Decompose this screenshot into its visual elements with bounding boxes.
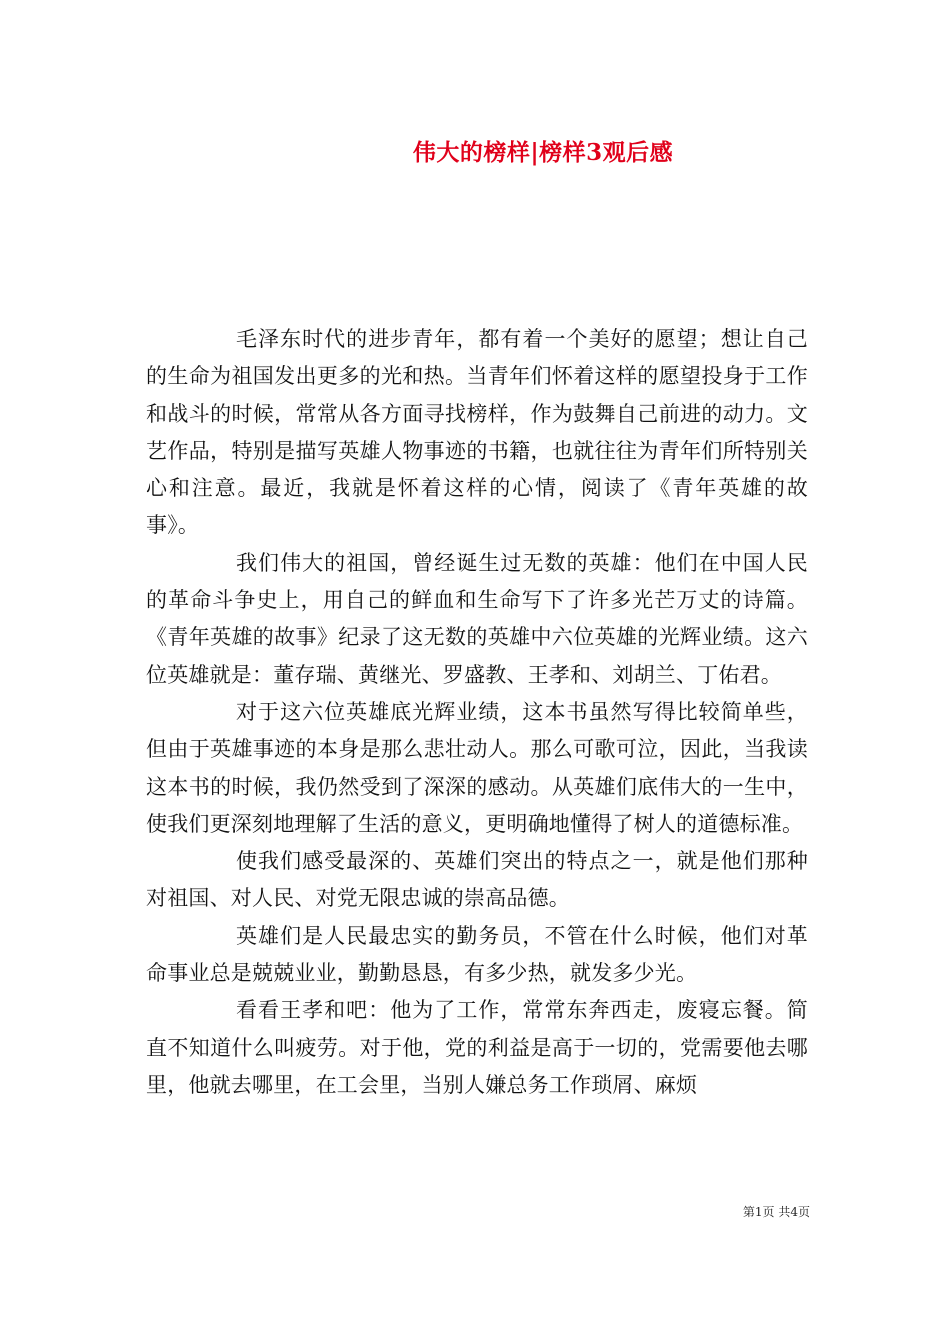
paragraph: 毛泽东时代的进步青年，都有着一个美好的愿望；想让自己的生命为祖国发出更多的光和热。当青年们怀着这样的愿望投身于工作和战斗的时候，常常从各方面寻找榜样，作为鼓舞自己前进的动力。文艺作品，特别是描写英雄人物事迹的书籍，也就往往为青年们所特别关心和注意。最近，我就是怀着这样的心情，阅读了《青年英雄的故事》。 (146, 327, 808, 538)
paragraph: 使我们感受最深的、英雄们突出的特点之一，就是他们那种对祖国、对人民、对党无限忠诚的崇高品德。 (146, 849, 808, 911)
document-body (146, 321, 808, 1104)
page-number-footer: 第1页 共4页 (742, 1205, 810, 1219)
paragraph: 看看王孝和吧：他为了工作，常常东奔西走，废寝忘餐。简直不知道什么叫疲劳。对于他，党的利益是高于一切的，党需要他去哪里，他就去哪里，在工会里，当别人嫌总务工作琐屑、麻烦 (146, 998, 808, 1097)
paragraph: 我们伟大的祖国，曾经诞生过无数的英雄：他们在中国人民的革命斗争史上，用自己的鲜血和生命写下了许多光芒万丈的诗篇。《青年英雄的故事》纪录了这无数的英雄中六位英雄的光辉业绩。这六位英雄就是：董存瑞、黄继光、罗盛教、王孝和、刘胡兰、丁佑君。 (146, 550, 808, 687)
document-title: 伟大的榜样|榜样3观后感 (412, 139, 674, 166)
paragraph: 英雄们是人民最忠实的勤务员，不管在什么时候，他们对革命事业总是兢兢业业，勤勤恳恳，有多少热，就发多少光。 (146, 923, 808, 986)
paragraph: 对于这六位英雄底光辉业绩，这本书虽然写得比较简单些，但由于英雄事迹的本身是那么悲壮动人。那么可歌可泣，因此，当我读这本书的时候，我仍然受到了深深的感动。从英雄们底伟大的一生中，使我们更深刻地理解了生活的意义，更明确地懂得了树人的道德标准。 (146, 699, 808, 836)
